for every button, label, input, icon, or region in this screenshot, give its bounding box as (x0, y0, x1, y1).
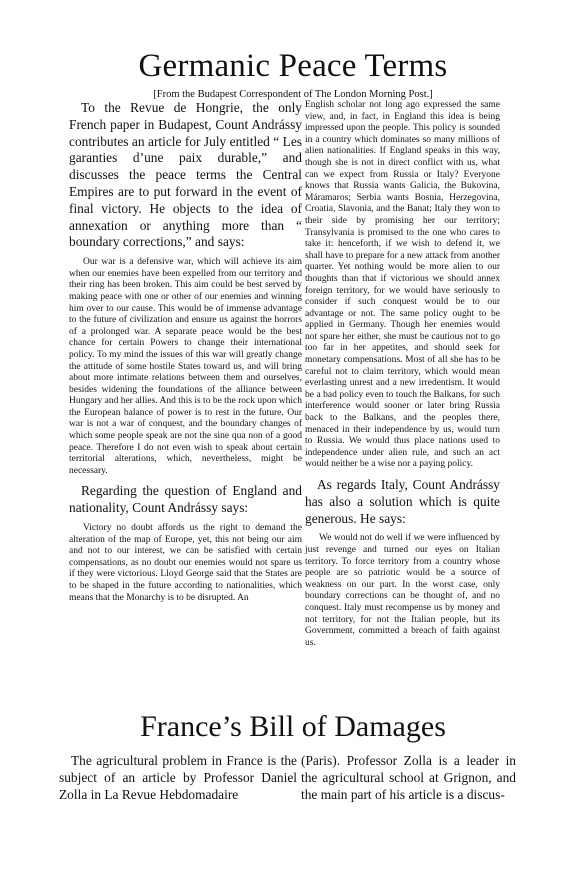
left-column (59, 752, 297, 803)
right-column (305, 100, 500, 649)
article-title: France’s Bill of Damages (140, 710, 446, 743)
quoted-passage: We would not do well if we were influenced by just revenge and turned our eyes on Italian territory. To force territory from a country whose people are so patriotic would be a source of weakness on our part. In the worst case, only boundary corrections can be thought of, and no conquest. Italy must recompense us by money and not territory, for not the Italian people, but its Government, committed a breach of faith against us. (305, 533, 500, 648)
body-paragraph: (Paris). Professor Zolla is a leader in the agricultural school at Grignon, and the main part of his article is a discus- (301, 753, 516, 802)
body-paragraph: The agricultural problem in France is the subject of an article by Professor Daniel Zolla in La Revue Hebdomadaire (59, 753, 297, 802)
intro-paragraph: Regarding the question of England and nationality, Count Andrássy says: (69, 483, 302, 516)
article-title: Germanic Peace Terms (138, 48, 448, 84)
quoted-passage: Our war is a defensive war, which will achieve its aim when our enemies have been expelled from our territory and their ring has been broken. This aim could be best served by making peace with one or other of our enemies and winning him over to our cause. This would be of immense advantage to the future of civilization and ensure us against the horrors of a prolonged war. A separate peace would be the best chance for certain Powers to change their international policy. To my mind the issues of this war will greatly change the attitude of some hostile States toward us, and will bring about more intimate relations between them and ourselves, besides widening the foundations of the alliance between Hungary and her allies. And this is to be the rock upon which the European balance of power is to rest in the future. Our war is not a war of conquest, and the boundary changes of which some people speak are not the sine qua non of a good peace. Therefore I do not even wish to speak about certain territorial alterations, which, nevertheless, might be necessary. (69, 257, 302, 476)
quoted-passage: English scholar not long ago expressed the same view, and, in fact, in England this idea is being impressed upon the people. This policy is sounded in a country which dominates so many millions of alien nationalities. If England speaks in this way, though she is not in direct conflict with us, what can we expect from Russia or Italy? Everyone knows that Russia wants Galicia, the Bukovina, Máramaros; Serbia wants Bosnia, Herzegovina, Croatia, Slavonia, and the Banat; Italy they won to their side by promising her our territory; Transylvania is promised to the one who cares to take it: henceforth, if we wish to defend it, we shall have to prepare for a new attack from another quarter. Yet nothing would be more alien to our thoughts than that if victorious we should annex foreign territory, for we would have seriously to consider if such conquest would be to our advantage or not. The same policy ought to be applied in Germany. Though her enemies would not spare her either, she must be cautious not to go too far in her appetites, and should seek for monetary compensations. Most of all she has to be careful not to claim territory, which would mean everlasting unrest and a new irredentism. It would be a bad policy even to touch the Balkans, for such interference would sooner or later bring Russia back to the Balkans, and the peoples there, menaced in their independence by us, would turn to Russia. We would thus place nations used to independence under alien rule, and such an act would neither be a wise nor a paying policy. (305, 100, 500, 470)
quoted-passage: Victory no doubt affords us the right to demand the alteration of the map of Europe, yet, this not being our aim and not to our interest, we can be satisfied with certain compensations, as no doubt our enemies would not spare us if they were victorious. Lloyd George said that the States are to be shaped in the future according to nationalities, which means that the Monarchy is to be disrupted. An (69, 523, 302, 603)
article-subtitle: [From the Budapest Correspondent of The London Morning Post.] (153, 89, 433, 100)
right-column (301, 752, 516, 803)
intro-paragraph: As regards Italy, Count Andrássy has also a solution which is quite generous. He says: (305, 477, 500, 526)
left-column (69, 100, 302, 604)
intro-paragraph: To the Revue de Hongrie, the only French paper in Budapest, Count Andrássy contributes an article for July entitled “ Les garanties d’une paix durable,” and discusses the peace terms the Central Empires are to put forward in the event of final victory. He objects to the idea of annexation or anything more than “ boundary corrections,” and says: (69, 100, 302, 250)
